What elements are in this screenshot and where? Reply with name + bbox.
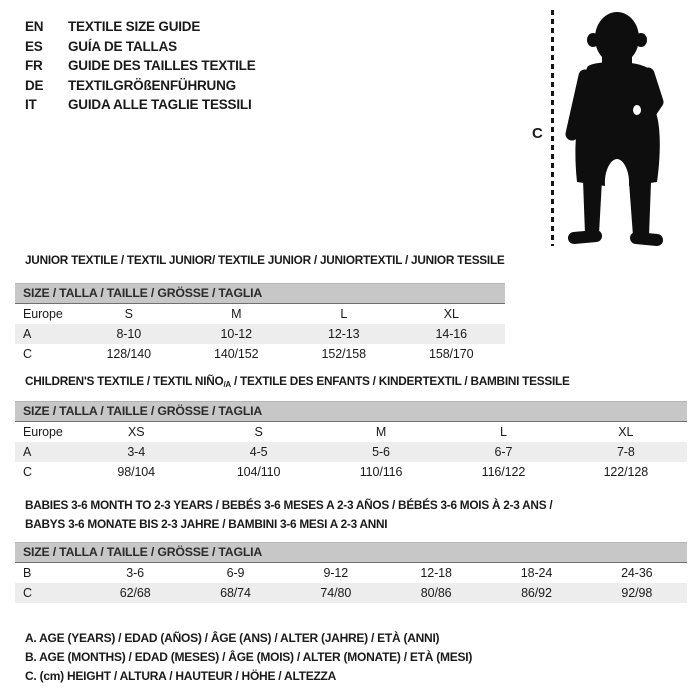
babies-section-title [25,496,552,534]
table-cell: 158/170 [429,347,474,361]
row-label: C [23,465,32,479]
row-label: C [23,347,32,361]
table-row [15,422,687,442]
table-cell: 8-10 [116,327,142,341]
table-cell: 12-18 [420,566,452,580]
title-subscript: /A [223,380,231,389]
language-title: TEXTILGRÖßENFÜHRUNG [68,77,236,93]
table-row [15,304,505,324]
table-cell: 104/110 [236,465,281,479]
table-cell: 3-6 [126,566,145,580]
junior-table-body [15,304,505,364]
table-cell: 4-5 [249,445,268,459]
row-label: A [23,327,32,341]
row-label: C [23,586,32,600]
table-cell: 6-9 [226,566,245,580]
size-header-band: SIZE / TALLA / TAILLE / GRÖSSE / TAGLIA [15,283,505,304]
size-header-band: SIZE / TALLA / TAILLE / GRÖSSE / TAGLIA [15,401,687,422]
table-cell: 10-12 [220,327,252,341]
table-row [15,324,505,344]
table-cell: S [254,425,263,439]
language-title: GUIDE DES TAILLES TEXTILE [68,58,256,74]
table-cell: L [499,425,507,439]
language-row [25,76,256,96]
table-cell: 24-36 [621,566,653,580]
table-cell: 128/140 [106,347,151,361]
table-cell: XL [618,425,634,439]
language-row [25,95,256,115]
title-line: BABIES 3-6 MONTH TO 2-3 YEARS / BEBÉS 3-6 MESES A 2-3 AÑOS / BÉBÉS 3-6 MOIS À 2-3 ANS / [25,498,553,512]
language-code: DE [25,77,44,93]
toddler-silhouette-icon [556,2,674,248]
table-row [15,583,687,603]
table-cell: S [124,307,133,321]
table-row [15,462,687,482]
table-cell: 6-7 [494,445,513,459]
table-cell: 9-12 [323,566,349,580]
language-title: GUIDA ALLE TAGLIE TESSILI [68,97,252,113]
table-cell: 152/158 [321,347,366,361]
size-header-band: SIZE / TALLA / TAILLE / GRÖSSE / TAGLIA [15,542,687,563]
table-cell: 98/104 [117,465,156,479]
junior-section-title: JUNIOR TEXTILE / TEXTIL JUNIOR/ TEXTILE JUNIOR / JUNIORTEXTIL / JUNIOR TESSILE [25,253,505,267]
junior-size-table [15,283,505,364]
row-label: A [23,445,32,459]
title-text: / TEXTILE DES ENFANTS / KINDERTEXTIL / BAMBINI TESSILE [230,374,570,388]
table-cell: 68/74 [220,586,251,600]
table-cell: 18-24 [520,566,553,580]
table-cell: 14-16 [435,327,467,341]
language-row [25,37,256,57]
title-text: CHILDREN'S TEXTILE / TEXTIL NIÑO [25,374,224,388]
language-code: IT [25,97,37,113]
table-cell: 92/98 [621,586,653,600]
babies-table-body [15,563,687,603]
table-cell: XS [127,425,145,439]
footnotes [25,629,472,686]
table-cell: M [231,307,242,321]
row-label: B [23,566,32,580]
table-cell: 12-13 [328,327,360,341]
language-title-list [25,17,256,115]
table-cell: 3-4 [127,445,146,459]
table-row [15,563,687,583]
language-title: TEXTILE SIZE GUIDE [68,19,201,35]
footnote-a: A. AGE (YEARS) / EDAD (AÑOS) / ÂGE (ANS) / ALTER (JAHRE) / ETÀ (ANNI) [25,631,440,645]
language-code: EN [25,19,44,35]
table-cell: 74/80 [320,586,352,600]
language-title: GUÍA DE TALLAS [68,38,177,54]
table-row [15,344,505,364]
table-cell: M [375,425,387,439]
height-measure-label: C [532,125,543,142]
footnote-b: B. AGE (MONTHS) / EDAD (MESES) / ÂGE (MOIS) / ALTER (MONATE) / ETÀ (MESI) [25,650,473,664]
row-label: Europe [23,307,63,321]
table-row [15,442,687,462]
table-cell: 80/86 [420,586,452,600]
table-cell: 116/122 [481,465,526,479]
table-cell: 62/68 [119,586,151,600]
table-cell: 86/92 [521,586,552,600]
table-cell: 5-6 [372,445,390,459]
table-cell: 7-8 [616,445,635,459]
babies-size-table [15,542,687,603]
children-section-title [25,374,570,389]
language-row [25,56,256,76]
table-cell: 110/116 [359,465,403,479]
height-measure-dashed-line [551,10,554,246]
title-line: BABYS 3-6 MONATE BIS 2-3 JAHRE / BAMBINI 3-6 MESI A 2-3 ANNI [25,517,388,531]
table-cell: XL [443,307,459,321]
children-size-table [15,401,687,482]
row-label: Europe [23,425,63,439]
language-row [25,17,256,37]
language-code: FR [25,58,43,74]
footnote-c: C. (cm) HEIGHT / ALTURA / HAUTEUR / HÖHE / ALTEZZA [25,669,337,683]
language-code: ES [25,38,43,54]
table-cell: L [340,307,348,321]
children-table-body [15,422,687,482]
table-cell: 122/128 [603,465,649,479]
table-cell: 140/152 [214,347,259,361]
